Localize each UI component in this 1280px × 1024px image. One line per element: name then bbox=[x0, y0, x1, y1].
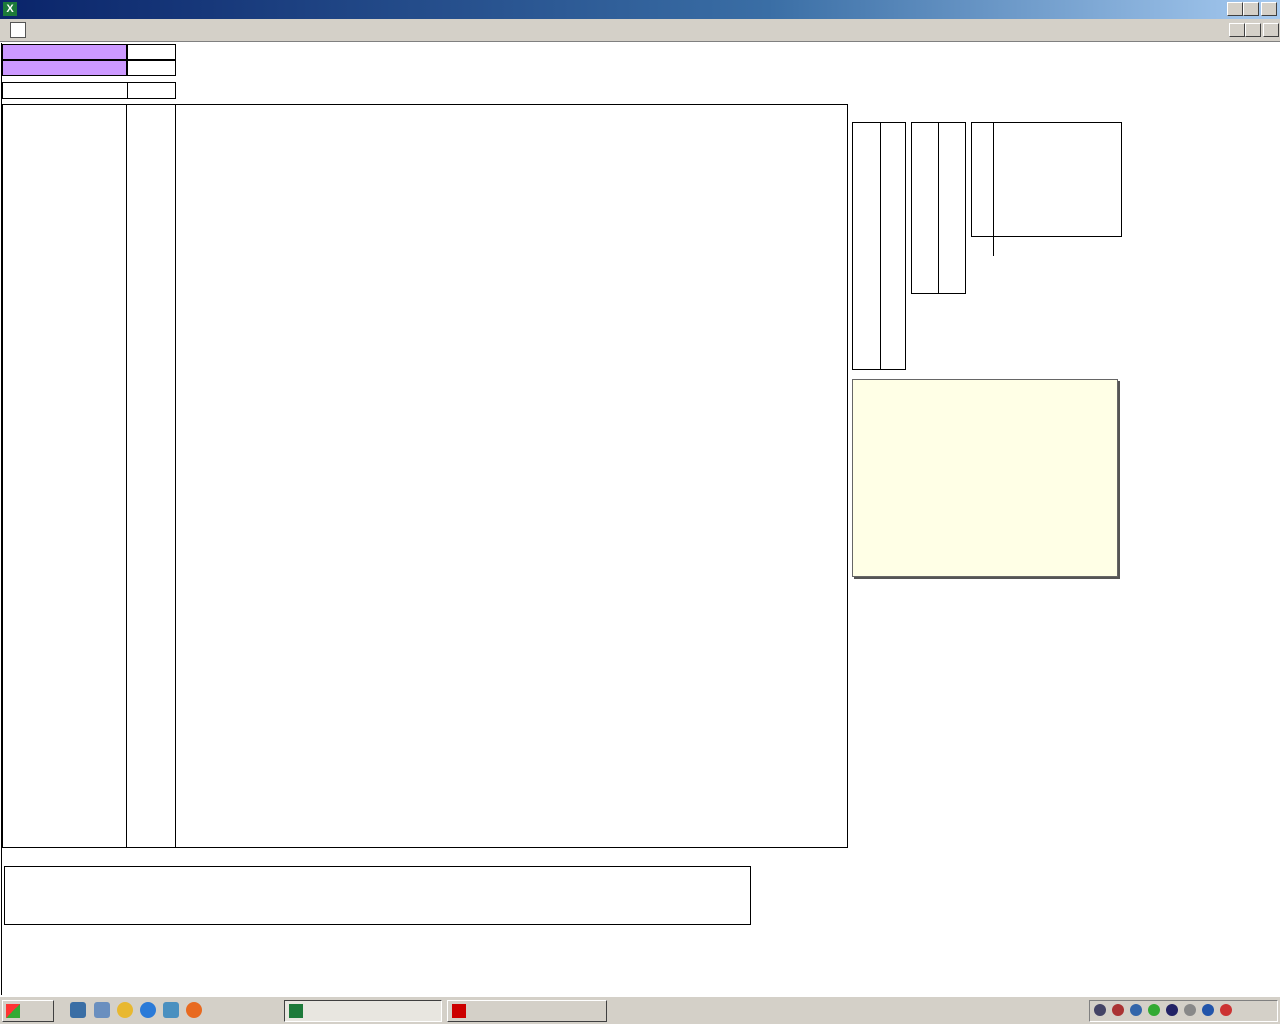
doc-close-button[interactable] bbox=[1263, 23, 1279, 37]
ixn-header bbox=[127, 44, 176, 60]
windows-logo-icon bbox=[6, 1004, 20, 1018]
taskbar bbox=[0, 996, 1280, 1024]
close-button[interactable] bbox=[1261, 2, 1277, 16]
menu-bar bbox=[0, 19, 1280, 42]
doc-minimize-button[interactable] bbox=[1229, 23, 1245, 37]
file-task-icon bbox=[452, 1004, 466, 1018]
ixn-value-cell[interactable] bbox=[127, 60, 176, 76]
shield-icon[interactable] bbox=[1166, 1004, 1178, 1016]
ix-lookup-box bbox=[2, 82, 176, 99]
species-table bbox=[2, 104, 848, 848]
state-grid bbox=[852, 122, 906, 370]
desktop-icon[interactable] bbox=[70, 1002, 86, 1018]
media-player-icon[interactable] bbox=[117, 1002, 133, 1018]
firefox-icon[interactable] bbox=[186, 1002, 202, 1018]
system-tray bbox=[1089, 1000, 1278, 1022]
maximize-button[interactable] bbox=[1243, 2, 1259, 16]
outlook-icon[interactable] bbox=[163, 1002, 179, 1018]
connection-icon[interactable] bbox=[1148, 1004, 1160, 1016]
update-icon[interactable] bbox=[1184, 1004, 1196, 1016]
excel-task-icon bbox=[289, 1004, 303, 1018]
start-button[interactable] bbox=[2, 1000, 54, 1022]
minimize-button[interactable] bbox=[1227, 2, 1243, 16]
info-icon[interactable] bbox=[1202, 1004, 1214, 1016]
antivirus-icon[interactable] bbox=[1220, 1004, 1232, 1016]
document-icon[interactable] bbox=[10, 22, 26, 38]
source-box bbox=[852, 379, 1118, 577]
doc-restore-button[interactable] bbox=[1245, 23, 1261, 37]
ix-header bbox=[2, 44, 127, 60]
ie-icon[interactable] bbox=[140, 1002, 156, 1018]
bloom-chart bbox=[4, 866, 751, 925]
task-file[interactable] bbox=[447, 1000, 607, 1022]
ix-value-cell[interactable] bbox=[2, 60, 127, 76]
task-excel[interactable] bbox=[284, 1000, 442, 1022]
explorer-icon[interactable] bbox=[94, 1002, 110, 1018]
search-icon[interactable] bbox=[1130, 1004, 1142, 1016]
window-titlebar bbox=[0, 0, 1280, 19]
excel-app-icon[interactable]: X bbox=[3, 2, 17, 16]
volume-icon[interactable] bbox=[1112, 1004, 1124, 1016]
network-icon[interactable] bbox=[1094, 1004, 1106, 1016]
